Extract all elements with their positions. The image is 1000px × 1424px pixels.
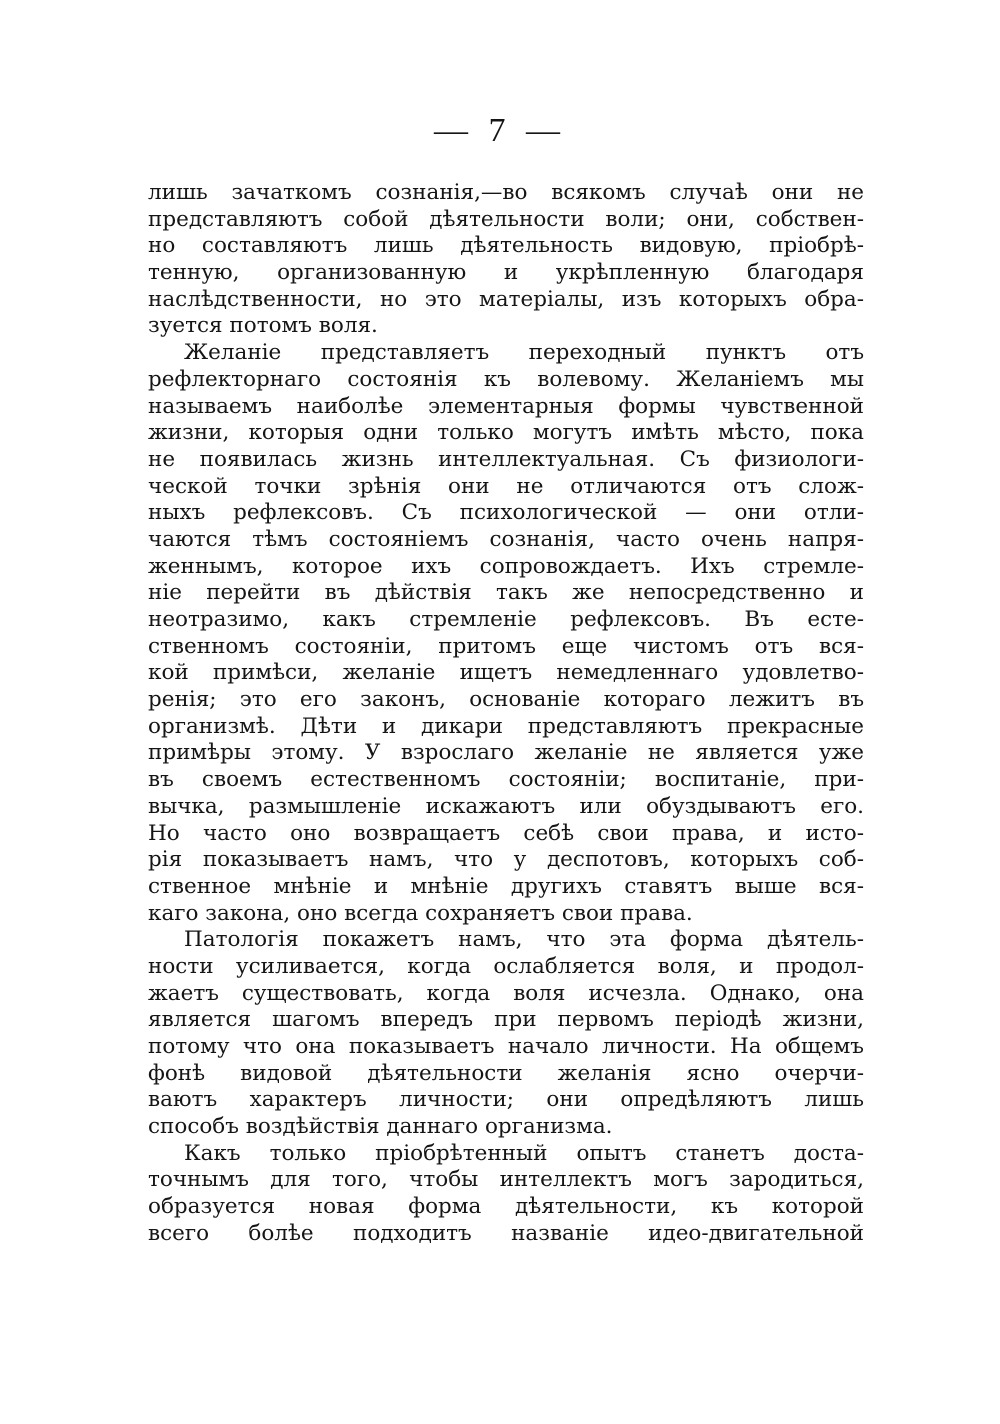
text-line: рефлекторнаго состоянія къ волевому. Желаніемъ мы — [148, 366, 864, 392]
text-line: Патологія покажетъ намъ, что эта форма дѣятель- — [184, 927, 864, 953]
text-line: рія показываетъ намъ, что у деспотовъ, которыхъ соб- — [148, 847, 864, 873]
text-line: примѣры этому. У взрослаго желаніе не является уже — [148, 740, 864, 766]
text-line: неотразимо, какъ стремленіе рефлексовъ. Въ есте- — [148, 607, 864, 632]
text-line: ніе перейти въ дѣйствія такъ же непосредственно и — [148, 580, 864, 606]
text-line: точнымъ для того, чтобы интеллектъ могъ зародиться, — [148, 1167, 864, 1193]
page-number: — 7 — — [434, 112, 566, 149]
paragraph-4 — [148, 1141, 864, 1248]
text-line: образуется новая форма дѣятельности, къ которой — [148, 1194, 864, 1220]
text-line: фонѣ видовой дѣятельности желанія ясно очерчи- — [148, 1060, 864, 1086]
text-line: но составляютъ лишь дѣятельность видовую, пріобрѣ- — [148, 233, 864, 259]
text-line: потому что она показываетъ начало личности. На общемъ — [148, 1034, 864, 1059]
text-line: Но часто оно возвращаетъ себѣ свои права, и исто- — [148, 820, 864, 846]
text-line: женнымъ, которое ихъ сопровождаетъ. Ихъ стремле- — [148, 553, 864, 579]
body-text — [148, 180, 864, 1248]
text-line: является шагомъ впередъ при первомъ періодѣ жизни, — [148, 1007, 864, 1033]
text-line: ренія; это его законъ, основаніе котораго лежитъ въ — [148, 687, 864, 713]
text-line: ческой точки зрѣнія они не отличаются отъ слож- — [148, 473, 864, 499]
text-line: тенную, организованную и укрѣпленную благодаря — [148, 260, 864, 286]
text-line: жаетъ существовать, когда воля исчезла. Однако, она — [148, 980, 864, 1006]
text-line: зуется потомъ воля. — [148, 313, 378, 339]
paragraph-1 — [148, 180, 864, 340]
text-line: лишь зачаткомъ сознанія,—во всякомъ случаѣ они не — [148, 180, 864, 205]
text-line: ныхъ рефлексовъ. Съ психологической — они отли- — [148, 500, 864, 526]
text-line: представляютъ собой дѣятельности воли; они, собствен- — [148, 206, 864, 232]
text-line: ственное мнѣніе и мнѣніе другихъ ставятъ выше вся- — [148, 873, 864, 899]
text-line: организмѣ. Дѣти и дикари представляютъ прекрасные — [148, 713, 864, 739]
text-line: въ своемъ естественномъ состояніи; воспитаніе, при- — [148, 767, 864, 793]
text-line: вычка, размышленіе искажаютъ или обуздываютъ его. — [148, 793, 864, 819]
text-line: жизни, которыя одни только могутъ имѣть мѣсто, пока — [148, 420, 864, 446]
text-line: способъ воздѣйствія даннаго организма. — [148, 1114, 613, 1140]
text-line: кой примѣси, желаніе ищетъ немедленнаго удовлетво- — [148, 660, 864, 686]
paragraph-3 — [148, 927, 864, 1141]
text-line: ваютъ характеръ личности; они опредѣляютъ лишь — [148, 1087, 864, 1113]
text-line: чаются тѣмъ состояніемъ сознанія, часто очень напря- — [148, 526, 864, 552]
text-line: ности усиливается, когда ослабляется воля, и продол- — [148, 953, 864, 979]
text-line: Какъ только пріобрѣтенный опытъ станетъ доста- — [184, 1140, 864, 1166]
text-line: не появилась жизнь интеллектуальная. Съ физиологи- — [148, 446, 864, 472]
text-line: называемъ наиболѣе элементарныя формы чувственной — [148, 393, 864, 419]
paragraph-2 — [148, 340, 864, 927]
text-line: каго закона, оно всегда сохраняетъ свои права. — [148, 900, 693, 926]
text-line: Желаніе представляетъ переходный пунктъ отъ — [184, 340, 864, 366]
text-line: всего болѣе подходитъ названіе идео-двигательной — [148, 1220, 864, 1246]
text-line: наслѣдственности, но это матеріалы, изъ которыхъ обра- — [148, 286, 864, 312]
text-line: ственномъ состояніи, притомъ еще чистомъ отъ вся- — [148, 633, 864, 659]
